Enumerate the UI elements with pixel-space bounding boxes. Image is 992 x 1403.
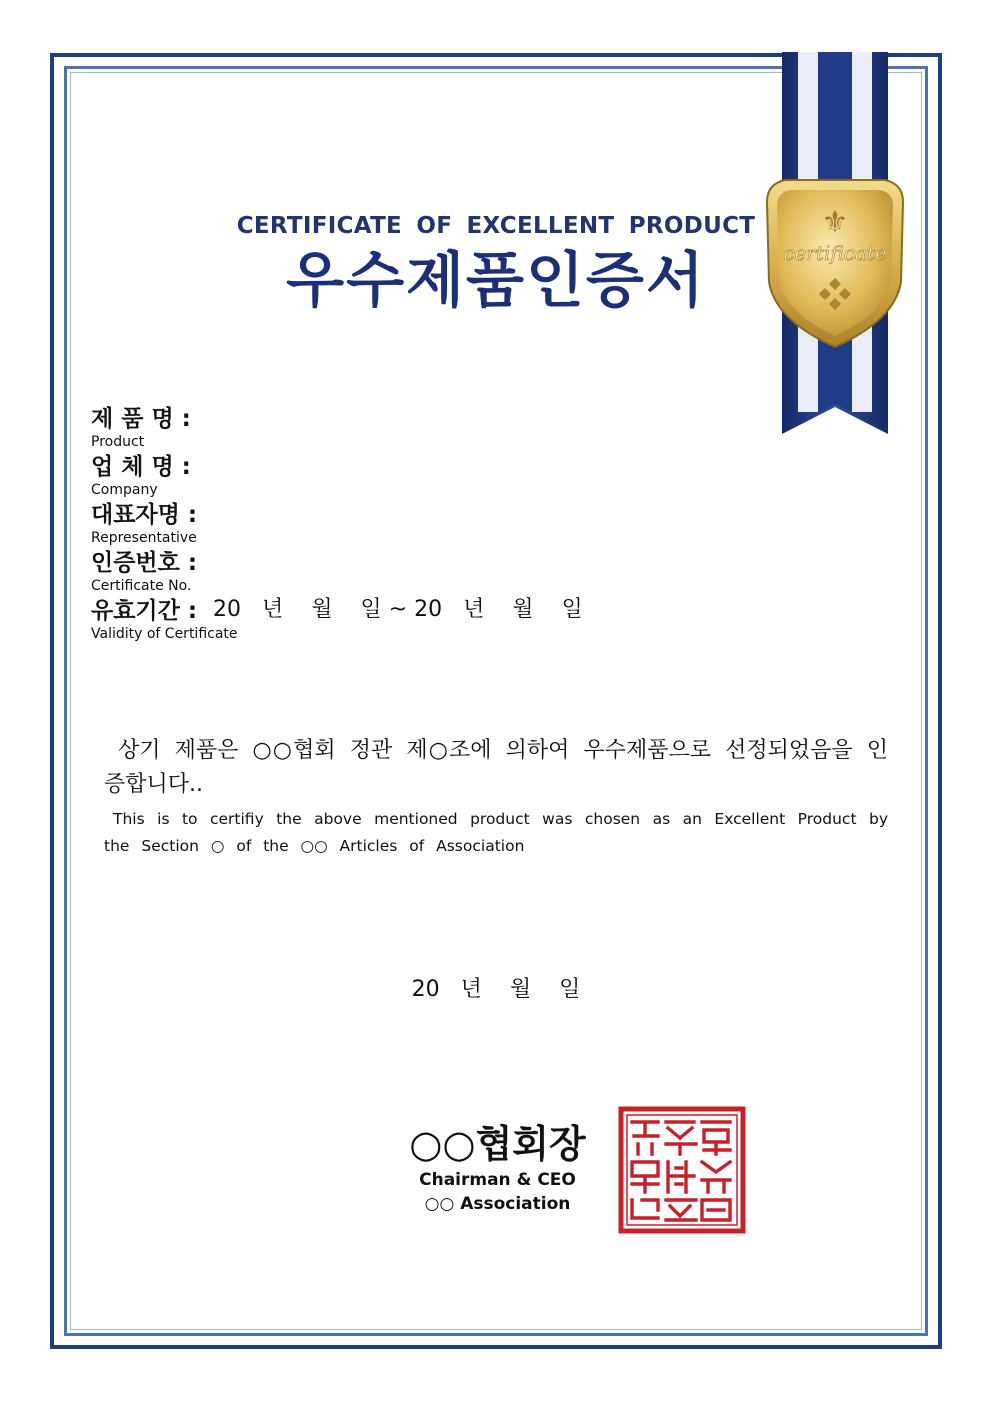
fleur-de-lis-icon: ⚜ (821, 205, 849, 240)
title-korean: 우수제품인증서 (286, 246, 706, 316)
official-seal-stamp (618, 1106, 746, 1234)
field-product-label-en: Product (91, 434, 145, 450)
field-validity-label-en: Validity of Certificate (91, 626, 238, 642)
issuer-title: Chairman & CEO (419, 1170, 576, 1190)
validity-period-value: 20 년 월 일 ~ 20 년 월 일 (213, 597, 583, 622)
field-representative-label: 대표자명 : (91, 502, 198, 528)
field-company-label-en: Company (91, 482, 158, 498)
title-english: CERTIFICATE OF EXCELLENT PRODUCT (236, 213, 756, 239)
field-certificate-no-label: 인증번호 : (91, 550, 198, 576)
issuer-name: ○○협회장 (409, 1122, 586, 1166)
issuer-association: ○○ Association (424, 1194, 571, 1214)
field-company (91, 454, 191, 499)
ribbon-medal (755, 52, 915, 442)
issuer-block (380, 1120, 615, 1216)
statement-korean: 상기 제품은 ○○협회 정관 제○조에 의하여 우수제품으로 선정되었음을 인증합니다.. (104, 738, 888, 797)
field-validity-label: 유효기간 : (91, 598, 198, 624)
field-product (91, 406, 191, 451)
field-certificate-no-label-en: Certificate No. (91, 578, 192, 594)
field-company-label: 업 체 명 : (91, 454, 191, 480)
issue-date: 20 년 월 일 (411, 977, 581, 1002)
statement-english: This is to certifiy the above mentioned product was chosen as an Excellent Product by the Section ○ of the ○○ Articles of Association (104, 810, 888, 855)
field-representative (91, 502, 197, 547)
field-product-label: 제 품 명 : (91, 406, 191, 432)
field-certificate-no (91, 550, 197, 595)
medal-label: certificate (783, 241, 887, 265)
field-representative-label-en: Representative (91, 530, 197, 546)
